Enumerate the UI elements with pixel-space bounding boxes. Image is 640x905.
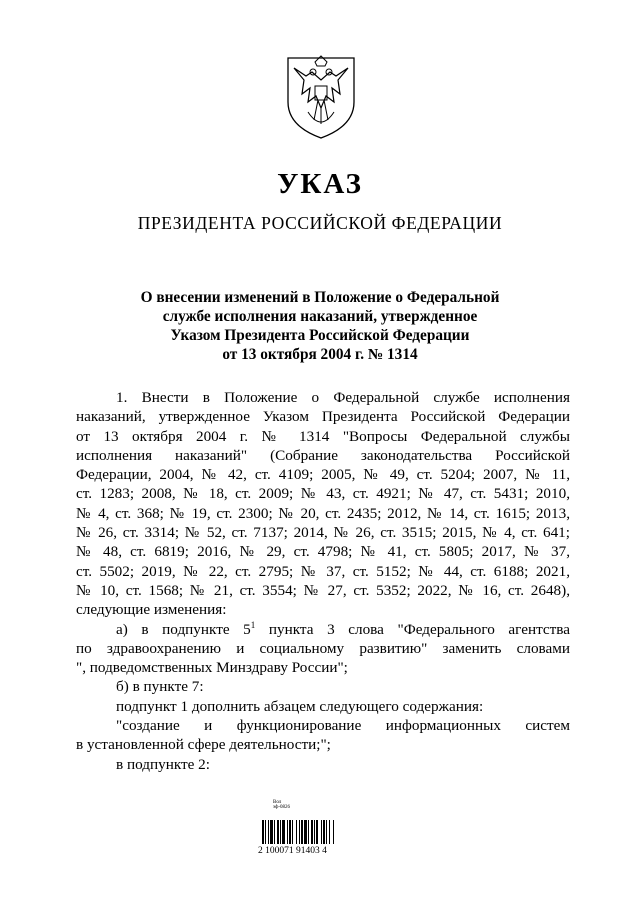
barcode-bar: [287, 820, 288, 844]
quote-line: "создание и функционирование информационных систем: [116, 717, 570, 735]
barcode-bar: [326, 820, 327, 844]
body-line: от 13 октября 2004 г. № 1314 "Вопросы Федеральной службы: [76, 427, 570, 445]
body-line: 1. Внести в Положение о Федеральной службе исполнения: [116, 389, 570, 406]
barcode-bar: [292, 820, 293, 844]
body-line: в подпункте 2:: [116, 755, 210, 773]
body-line: следующие изменения:: [76, 601, 227, 619]
barcode-bar: [282, 820, 285, 844]
barcode-bar: [333, 820, 334, 844]
body-line: ", подведомственных Минздраву России";: [76, 659, 348, 677]
barcode-icon: [262, 820, 368, 844]
barcode-bar: [314, 820, 315, 844]
barcode-bar: [289, 820, 291, 844]
barcode-number: 2 100071 91403 4: [258, 846, 327, 856]
body-line: по здравоохранению и социальному развитию" заменить словами: [76, 639, 570, 657]
body-line: № 4, ст. 368; № 19, ст. 2300; № 20, ст. 2435; 2012, № 14, ст. 1615; 2013,: [76, 504, 570, 522]
body-line: наказаний, утвержденное Указом Президента Российской Федерации: [76, 408, 570, 426]
body-line: № 10, ст. 1568; № 21, ст. 3554; № 27, ст. 5352; 2022, № 16, ст. 2648),: [76, 581, 570, 599]
coat-of-arms-icon: [280, 50, 362, 142]
barcode-bar: [301, 820, 303, 844]
subitem-a-text: а) в подпункте 5: [116, 620, 251, 638]
barcode-bar: [308, 820, 309, 844]
title-line: службе исполнения наказаний, утвержденное: [162, 308, 478, 325]
barcode-bar: [304, 820, 307, 844]
barcode-bar: [323, 820, 325, 844]
barcode-bar: [274, 820, 275, 844]
title-line: О внесении изменений в Положение о Федеральной: [140, 289, 500, 306]
barcode-bar: [265, 820, 266, 844]
barcode-bar: [311, 820, 313, 844]
barcode-bar: [268, 820, 269, 844]
barcode-bar: [270, 820, 273, 844]
subitem-a-line: [76, 620, 570, 639]
barcode-bar: [316, 820, 318, 844]
title-line: Указом Президента Российской Федерации: [170, 327, 470, 344]
decree-title: [0, 288, 640, 364]
subitem-b: б) в пункте 7:: [116, 678, 204, 696]
barcode-bar: [299, 820, 300, 844]
body-line: № 26, ст. 3314; № 52, ст. 7137; 2014, № 26, ст. 3515; 2015, № 4, ст. 641;: [76, 524, 570, 542]
body-line: подпункт 1 дополнить абзацем следующего содержания:: [116, 697, 484, 715]
barcode-bar: [321, 820, 322, 844]
registration-stamp: [273, 800, 290, 810]
barcode-bar: [280, 820, 281, 844]
body-line: ст. 1283; 2008, № 18, ст. 2009; № 43, ст. 4921; № 47, ст. 5431; 2010,: [76, 485, 570, 503]
body-line: № 48, ст. 6819; 2016, № 29, ст. 4798; № 41, ст. 5805; 2017, № 37,: [76, 543, 570, 561]
title-line: от 13 октября 2004 г. № 1314: [222, 346, 418, 363]
barcode-bar: [296, 820, 297, 844]
decree-body: [76, 388, 570, 774]
quote-line: в установленной сфере деятельности;";: [76, 736, 331, 754]
body-line: Федерации, 2004, № 42, ст. 4109; 2005, № 49, ст. 5204; 2007, № 11,: [76, 466, 570, 484]
body-line: ст. 5502; 2019, № 22, ст. 2795; № 37, ст. 5152; № 44, ст. 6188; 2021,: [76, 562, 570, 580]
barcode-bar: [277, 820, 279, 844]
body-line: исполнения наказаний" (Собрание законодательства Российской: [76, 446, 570, 464]
barcode-bar: [329, 820, 330, 844]
superscript: 1: [250, 619, 256, 630]
stamp-text: Вол: [273, 800, 282, 805]
stamp-text: эф-0826: [273, 805, 291, 810]
issuer-heading: ПРЕЗИДЕНТА РОССИЙСКОЙ ФЕДЕРАЦИИ: [137, 213, 503, 233]
subitem-a-text-cont: пункта 3 слова "Федерального агентства: [255, 620, 570, 638]
decree-heading: УКАЗ: [277, 168, 363, 200]
barcode-bar: [262, 820, 264, 844]
